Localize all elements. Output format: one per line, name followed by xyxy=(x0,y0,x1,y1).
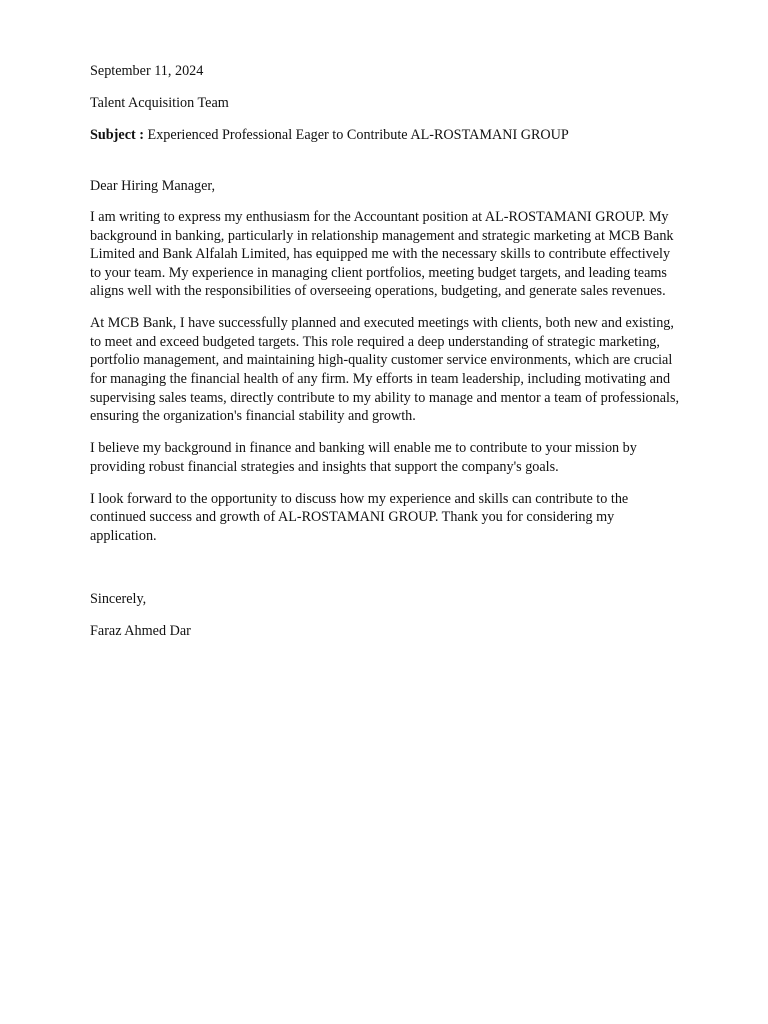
closing: Sincerely, xyxy=(90,591,147,607)
subject-text: Experienced Professional Eager to Contribute AL-ROSTAMANI GROUP xyxy=(147,126,569,143)
cover-letter xyxy=(90,62,680,641)
recipient-line: Talent Acquisition Team xyxy=(90,94,229,111)
body-paragraph-1: I am writing to express my enthusiasm for the Accountant position at AL-ROSTAMANI GROUP. My background in banking, particularly in relationship management and strategic marketing at MCB Bank Limited and Bank Alfalah Limited, has equipped me with the necessary skills to contribute effectively to your team. My experience in managing client portfolios, meeting budget targets, and leading teams aligns well with the responsibilities of overseeing operations, budgeting, and generate sales revenues. xyxy=(90,208,674,300)
salutation: Dear Hiring Manager, xyxy=(90,177,216,194)
body-paragraph-2: At MCB Bank, I have successfully planned and executed meetings with clients, both new and existing, to meet and exceed budgeted targets. This role required a deep understanding of strategic marketing, portfolio management, and maintaining high-quality customer service environments, which are crucial for managing the financial health of any firm. My efforts in team leadership, including motivating and supervising sales teams, directly contribute to my ability to manage and mentor a team of professionals, ensuring the organization's financial stability and growth. xyxy=(90,315,680,425)
subject-line xyxy=(90,126,680,145)
subject-label: Subject : xyxy=(90,126,144,143)
body-paragraph-4: I look forward to the opportunity to discuss how my experience and skills can contribute to the continued success and growth of AL-ROSTAMANI GROUP. Thank you for considering my application. xyxy=(90,490,629,545)
letter-date: September 11, 2024 xyxy=(90,63,204,79)
signature-name: Faraz Ahmed Dar xyxy=(90,622,191,639)
body-paragraph-3: I believe my background in finance and banking will enable me to contribute to your mission by providing robust financial strategies and insights that support the company's goals. xyxy=(90,440,637,475)
